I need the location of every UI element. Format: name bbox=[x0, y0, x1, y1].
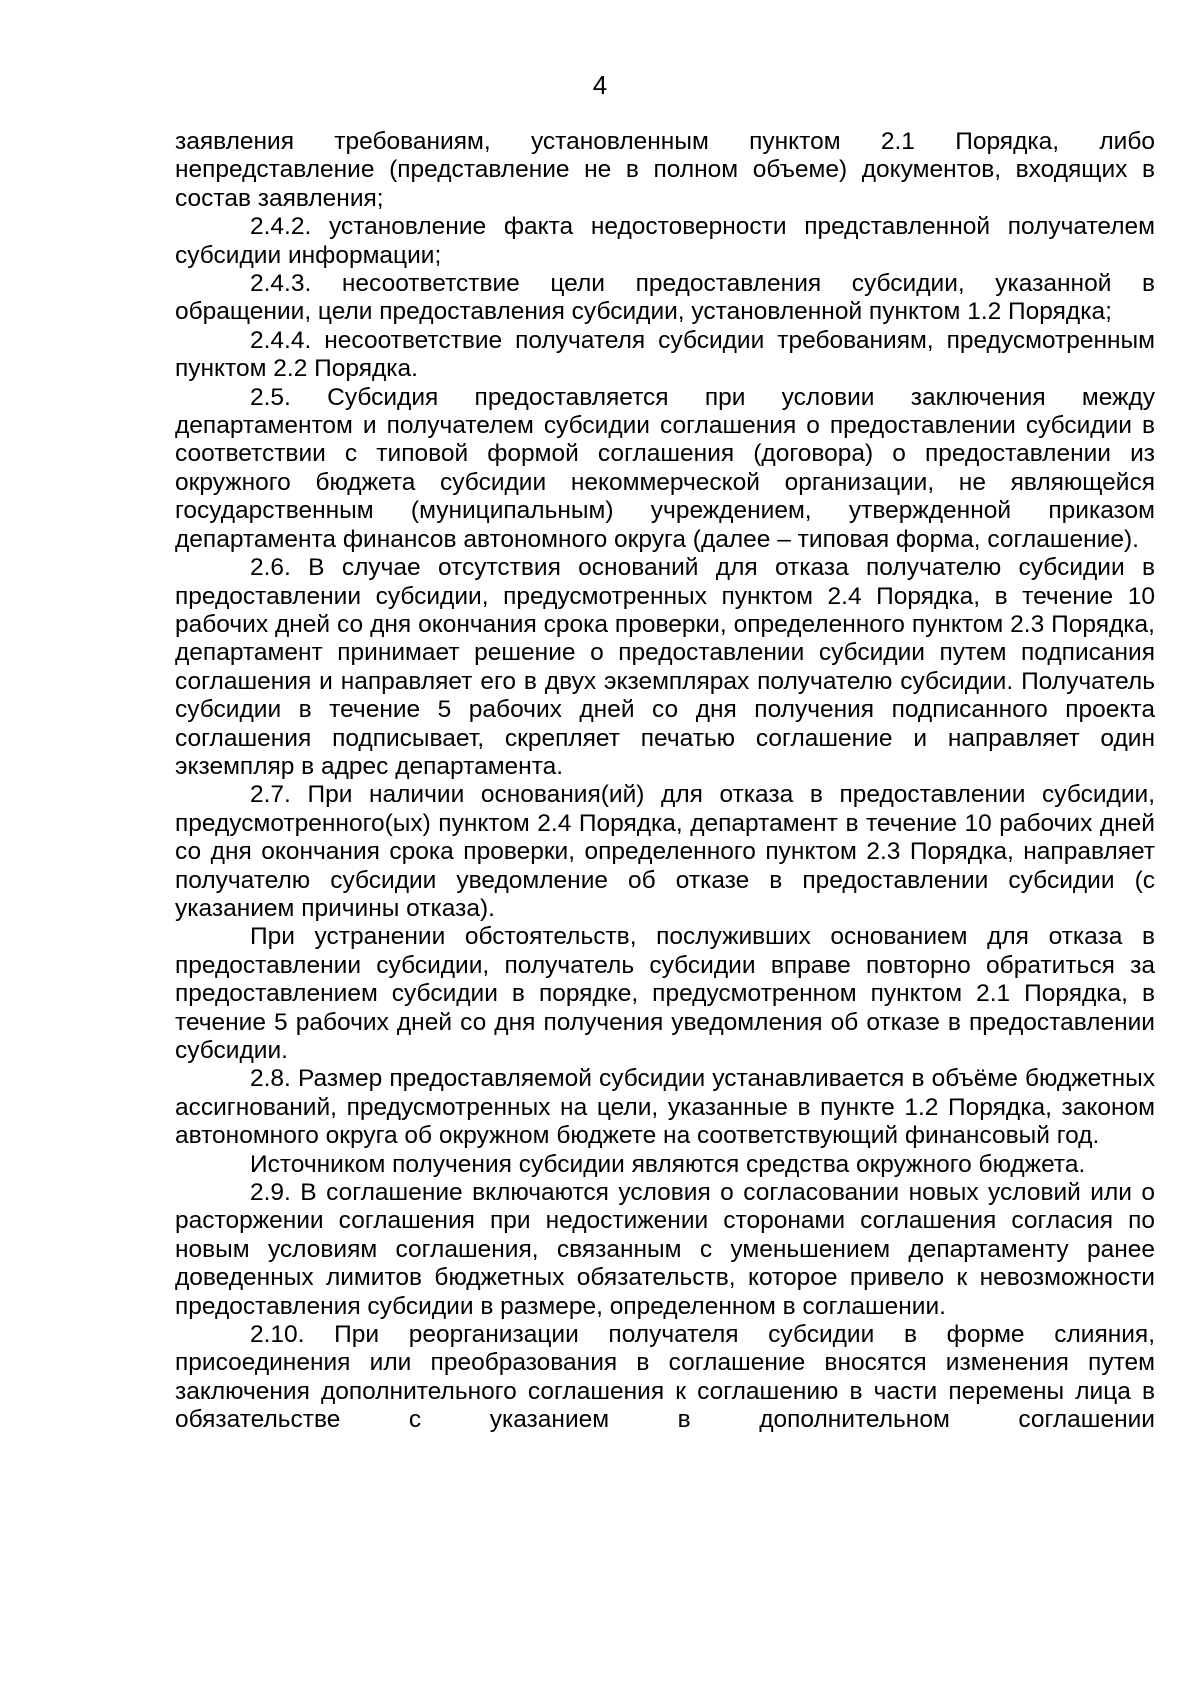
paragraph-2-5: 2.5. Субсидия предоставляется при условии заключения между департаментом и получателем субсидии соглашения о предоставлении субсидии в соответствии с типовой формой соглашения (договора) о предоставлении из окружного бюджета субсидии некоммерческой организации, не являющейся государственным (муниципальным) учреждением, утвержденной приказом департамента финансов автономного округа (далее – типовая форма, соглашение). bbox=[175, 383, 1155, 553]
paragraph-2-7: 2.7. При наличии основания(ий) для отказа в предоставлении субсидии, предусмотренного(ых) пунктом 2.4 Порядка, департамент в течение 10 рабочих дней со дня окончания срока проверки, определенного пунктом 2.3 Порядка, направляет получателю субсидии уведомление об отказе в предоставлении субсидии (с указанием причины отказа). bbox=[175, 781, 1155, 922]
document-body bbox=[175, 128, 1155, 1435]
paragraph-2-4-2: 2.4.2. установление факта недостоверности представленной получателем субсидии информации; bbox=[175, 213, 1155, 269]
paragraph-2-9: 2.9. В соглашение включаются условия о согласовании новых условий или о расторжении соглашения при недостижении сторонами соглашения согласия по новым условиям соглашения, связанным с уменьшением департаменту ранее доведенных лимитов бюджетных обязательств, которое привело к невозможности предоставления субсидии в размере, определенном в соглашении. bbox=[175, 1179, 1155, 1320]
paragraph-2-4-4: 2.4.4. несоответствие получателя субсидии требованиям, предусмотренным пунктом 2.2 Порядка. bbox=[175, 326, 1155, 383]
paragraph-continuation: заявления требованиям, установленным пунктом 2.1 Порядка, либо непредставление (представление не в полном объеме) документов, входящих в состав заявления; bbox=[175, 128, 1155, 212]
paragraph-2-7-resubmission: При устранении обстоятельств, послуживших основанием для отказа в предоставлении субсидии, получатель субсидии вправе повторно обратиться за предоставлением субсидии в порядке, предусмотренном пунктом 2.1 Порядка, в течение 5 рабочих дней со дня получения уведомления об отказе в предоставлении субсидии. bbox=[175, 923, 1155, 1064]
paragraph-2-10: 2.10. При реорганизации получателя субсидии в форме слияния, присоединения или преобразования в соглашение вносятся изменения путем заключения дополнительного соглашения к соглашению в части перемены лица в обязательстве с указанием в дополнительном соглашении bbox=[175, 1321, 1155, 1434]
paragraph-2-6: 2.6. В случае отсутствия оснований для отказа получателю субсидии в предоставлении субсидии, предусмотренных пунктом 2.4 Порядка, в течение 10 рабочих дней со дня окончания срока проверки, определенного пунктом 2.3 Порядка, департамент принимает решение о предоставлении субсидии путем подписания соглашения и направляет его в двух экземплярах получателю субсидии. Получатель субсидии в течение 5 рабочих дней со дня получения подписанного проекта соглашения подписывает, скрепляет печатью соглашение и направляет один экземпляр в адрес департамента. bbox=[175, 554, 1155, 780]
paragraph-2-4-3: 2.4.3. несоответствие цели предоставления субсидии, указанной в обращении, цели предоставления субсидии, установленной пунктом 1.2 Порядка; bbox=[175, 270, 1155, 326]
paragraph-2-8-source: Источником получения субсидии являются средства окружного бюджета. bbox=[250, 1150, 1086, 1178]
paragraph-2-8: 2.8. Размер предоставляемой субсидии устанавливается в объёме бюджетных ассигнований, предусмотренных на цели, указанные в пункте 1.2 Порядка, законом автономного округа об окружном бюджете на соответствующий финансовый год. bbox=[175, 1065, 1155, 1150]
page-number: 4 bbox=[592, 70, 608, 100]
